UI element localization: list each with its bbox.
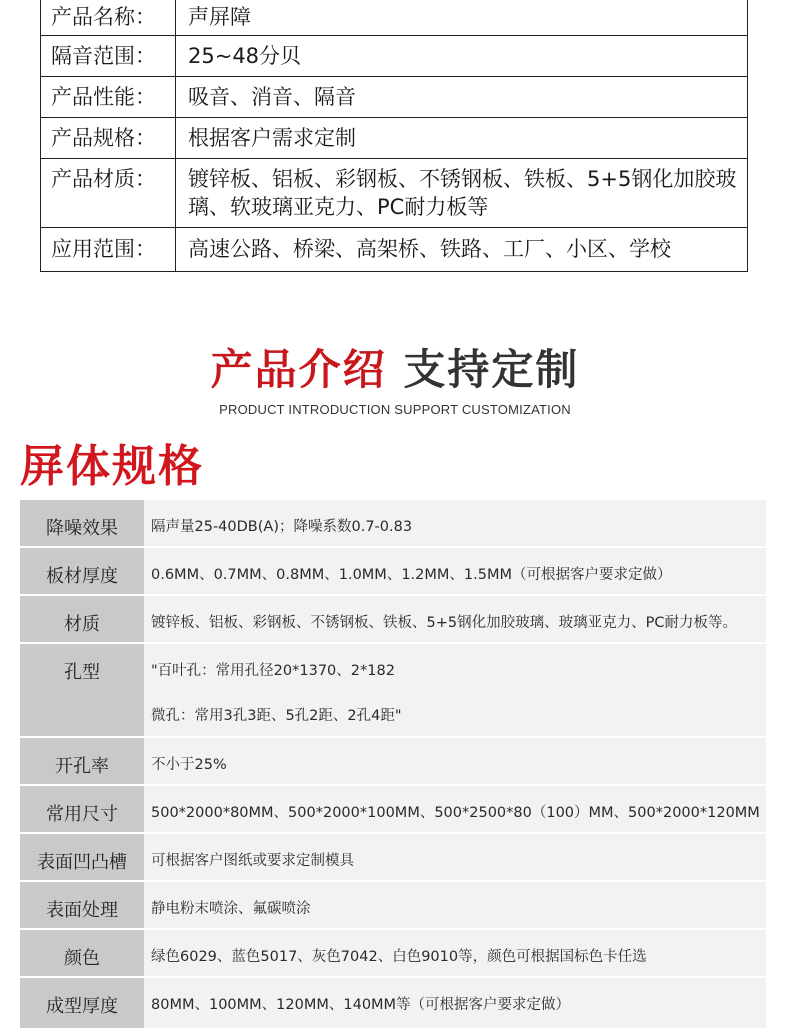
intro-subtitle: PRODUCT INTRODUCTION SUPPORT CUSTOMIZATION [219,402,571,417]
table-row [41,159,748,228]
spec-key: 开孔率 [20,738,144,784]
spec-value: 500*2000*80MM、500*2000*100MM、500*2500*80（100）MM、500*2000*120MM [144,786,766,832]
spec-value: 可根据客户图纸或要求定制模具 [144,834,766,880]
section-title: 屏体规格 [20,441,204,492]
spec-key: 降噪效果 [20,500,144,546]
table-row [41,0,748,36]
intro-title-dark: 支持定制 [403,345,580,394]
spec-value: 0.6MM、0.7MM、0.8MM、1.0MM、1.2MM、1.5MM（可根据客户要求定做） [144,548,766,594]
row-value: 声屏障 [176,0,748,36]
spec-key: 成型厚度 [20,978,144,1028]
spec-value: 不小于25% [144,738,766,784]
spec-row [20,978,766,1030]
spec-key: 表面处理 [20,882,144,928]
spec-row [20,596,766,644]
spec-value: 80MM、100MM、120MM、140MM等（可根据客户要求定做） [144,978,766,1028]
spec-key: 材质 [20,596,144,642]
spec-value: 镀锌板、铝板、彩钢板、不锈钢板、铁板、5+5钢化加胶玻璃、玻璃亚克力、PC耐力板等。 [144,596,766,642]
table-row [41,228,748,272]
row-key: 产品规格： [41,118,176,159]
spec-value-line1: "百叶孔：常用孔径20*1370、2*182 [151,663,395,679]
spec-table [20,500,766,1030]
product-summary-table [40,0,748,272]
intro-title-red: 产品介绍 [210,345,387,394]
spec-key: 孔型 [20,644,144,736]
spec-row [20,500,766,548]
spec-key: 颜色 [20,930,144,976]
spec-value-line2: 微孔：常用3孔3距、5孔2距、2孔4距" [151,708,402,724]
spec-value: 静电粉末喷涂、氟碳喷涂 [144,882,766,928]
spec-row [20,882,766,930]
table-row [41,118,748,159]
row-key: 产品名称： [41,0,176,36]
spec-key: 板材厚度 [20,548,144,594]
table-row [41,77,748,118]
row-key: 产品性能： [41,77,176,118]
intro-title [0,342,790,398]
row-value: 根据客户需求定制 [176,118,748,159]
spec-row [20,834,766,882]
spec-key: 表面凹凸槽 [20,834,144,880]
spec-key: 常用尺寸 [20,786,144,832]
row-value: 吸音、消音、隔音 [176,77,748,118]
table-row [41,36,748,77]
spec-row [20,644,766,738]
spec-row [20,930,766,978]
row-value: 25~48分贝 [176,36,748,77]
row-value: 镀锌板、铝板、彩钢板、不锈钢板、铁板、5+5钢化加胶玻璃、软玻璃亚克力、PC耐力板等 [176,159,748,228]
intro-heading [0,342,790,417]
row-key: 应用范围： [41,228,176,272]
row-key: 产品材质： [41,159,176,228]
spec-row [20,738,766,786]
spec-row [20,548,766,596]
spec-row [20,786,766,834]
row-key: 隔音范围： [41,36,176,77]
spec-value: 绿色6029、蓝色5017、灰色7042、白色9010等，颜色可根据国标色卡任选 [144,930,766,976]
row-value: 高速公路、桥梁、高架桥、铁路、工厂、小区、学校 [176,228,748,272]
spec-value: 隔声量25-40DB(A)；降噪系数0.7-0.83 [144,500,766,546]
spec-value [144,644,766,736]
